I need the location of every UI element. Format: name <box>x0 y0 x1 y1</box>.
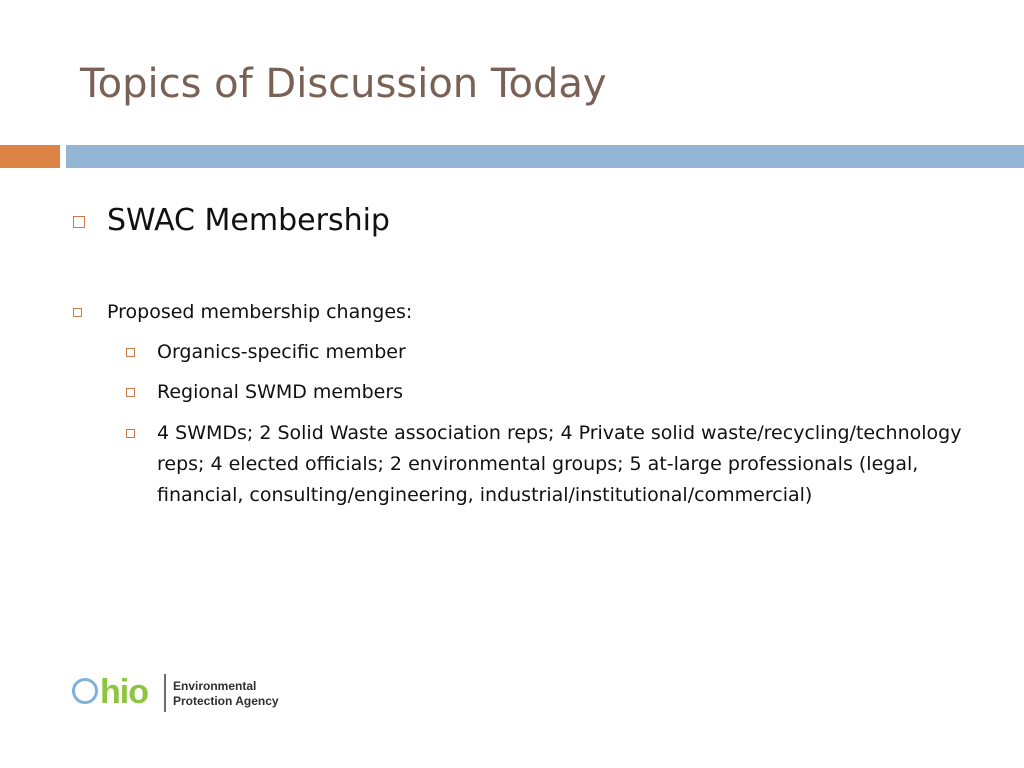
square-bullet-icon <box>73 216 85 228</box>
square-bullet-icon <box>126 348 135 357</box>
list-item-text: Regional SWMD members <box>157 381 404 403</box>
sub-heading-text: Proposed membership changes: <box>107 301 413 323</box>
square-bullet-icon <box>126 429 135 438</box>
logo-o-ring-icon <box>72 678 98 704</box>
logo-agency-line1: Environmental <box>173 679 257 693</box>
logo-wordmark: hio <box>100 673 148 711</box>
logo-agency-text <box>173 679 279 709</box>
slide-title: Topics of Discussion Today <box>80 61 607 107</box>
logo-divider <box>164 674 166 712</box>
list-item-text: 4 SWMDs; 2 Solid Waste association reps; 4 Private solid waste/recycling/technology reps; 4 elected officials; 2 environmental groups; 5 at-large professionals (legal, financial, consulting/engineering, industrial/institutional/commercial) <box>157 422 962 506</box>
ohio-epa-logo <box>72 672 302 720</box>
main-topic-text: SWAC Membership <box>107 203 390 238</box>
list-item-text: Organics-specific member <box>157 341 406 363</box>
square-bullet-icon <box>73 308 82 317</box>
accent-bar-orange <box>0 145 60 168</box>
square-bullet-icon <box>126 388 135 397</box>
logo-agency-line2: Protection Agency <box>173 694 279 708</box>
accent-bar-blue <box>66 145 1024 168</box>
